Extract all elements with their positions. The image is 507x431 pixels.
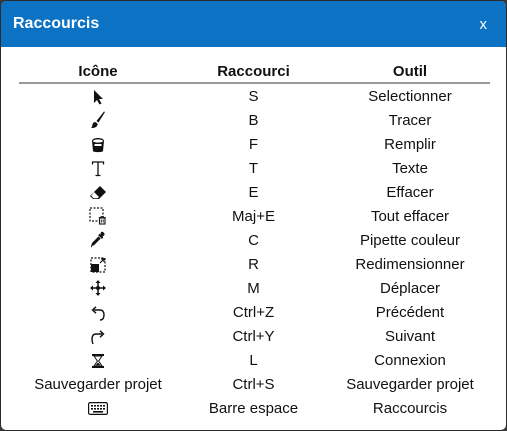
icon-cell: [19, 132, 177, 156]
shortcut-key: Ctrl+Z: [232, 303, 275, 321]
shortcut-key: Maj+E: [232, 207, 275, 225]
table-row: [19, 132, 490, 156]
tool-name: Remplir: [384, 135, 436, 153]
tool-name: Selectionner: [368, 87, 452, 105]
tool-name: Redimensionner: [355, 255, 465, 273]
tool-name: Pipette couleur: [359, 231, 461, 249]
eraser-icon: [89, 185, 107, 201]
icon-cell: [19, 180, 177, 204]
shortcut-key: Barre espace: [208, 399, 299, 417]
tool-name: Texte: [392, 159, 428, 177]
keyboard-icon: [88, 402, 108, 415]
shortcut-key: E: [248, 183, 259, 201]
header-shortcut: Raccourci: [177, 61, 330, 83]
header-icon: Icône: [19, 61, 177, 83]
table-row: [19, 180, 490, 204]
table-row: [19, 252, 490, 276]
tool-name: Déplacer: [379, 279, 441, 297]
icon-cell: [19, 228, 177, 252]
tool-name: Précédent: [375, 303, 445, 321]
icon-cell: [19, 108, 177, 132]
dialog-titlebar: [1, 1, 506, 47]
tool-name: Tracer: [388, 111, 432, 129]
shortcut-key: C: [248, 231, 259, 249]
shortcut-key: S: [248, 87, 259, 105]
table-row: [19, 108, 490, 132]
shortcut-key: R: [248, 255, 259, 273]
icon-cell: [19, 252, 177, 276]
move-icon: [89, 279, 107, 297]
shortcut-key: B: [248, 111, 259, 129]
table-row: [19, 324, 490, 348]
shortcut-key: L: [249, 351, 258, 369]
dialog-title: Raccourcis: [13, 15, 100, 32]
table-row: [19, 156, 490, 180]
table-row: [19, 300, 490, 324]
tool-name: Sauvegarder projet: [346, 375, 474, 393]
icon-cell: [19, 83, 177, 108]
cursor-arrow-icon: [91, 89, 105, 105]
table-row: [19, 372, 490, 396]
tool-name: Tout effacer: [370, 207, 450, 225]
icon-cell: [19, 348, 177, 372]
icon-cell: [19, 324, 177, 348]
table-row: [19, 228, 490, 252]
header-tool: Outil: [330, 61, 490, 83]
icon-cell: [19, 204, 177, 228]
table-row: [19, 348, 490, 372]
clear-all-icon: [89, 207, 107, 225]
shortcuts-table: [19, 61, 490, 420]
hourglass-icon: [91, 353, 105, 369]
icon-cell: [19, 276, 177, 300]
table-row: [19, 204, 490, 228]
icon-cell-text: Sauvegarder projet: [34, 375, 162, 393]
eyedropper-icon: [90, 231, 106, 249]
shortcut-key: F: [248, 135, 259, 153]
paint-bucket-icon: [90, 135, 106, 153]
tool-name: Raccourcis: [372, 399, 448, 417]
resize-icon: [90, 257, 106, 273]
icon-cell: [19, 396, 177, 420]
brush-icon: [90, 111, 106, 129]
text-icon: [91, 161, 105, 177]
table-row: [19, 396, 490, 420]
tool-name: Effacer: [386, 183, 434, 201]
icon-cell: [19, 300, 177, 324]
shortcut-key: M: [247, 279, 260, 297]
shortcut-key: Ctrl+S: [232, 375, 275, 393]
close-button[interactable]: x: [479, 15, 487, 33]
tool-name: Connexion: [374, 351, 446, 369]
table-header-row: [19, 61, 490, 83]
shortcut-key: Ctrl+Y: [232, 327, 275, 345]
redo-icon: [90, 329, 106, 345]
table-row: [19, 83, 490, 108]
tool-name: Suivant: [384, 327, 436, 345]
table-row: [19, 276, 490, 300]
shortcut-key: T: [248, 159, 259, 177]
icon-cell: [19, 156, 177, 180]
undo-icon: [90, 305, 106, 321]
